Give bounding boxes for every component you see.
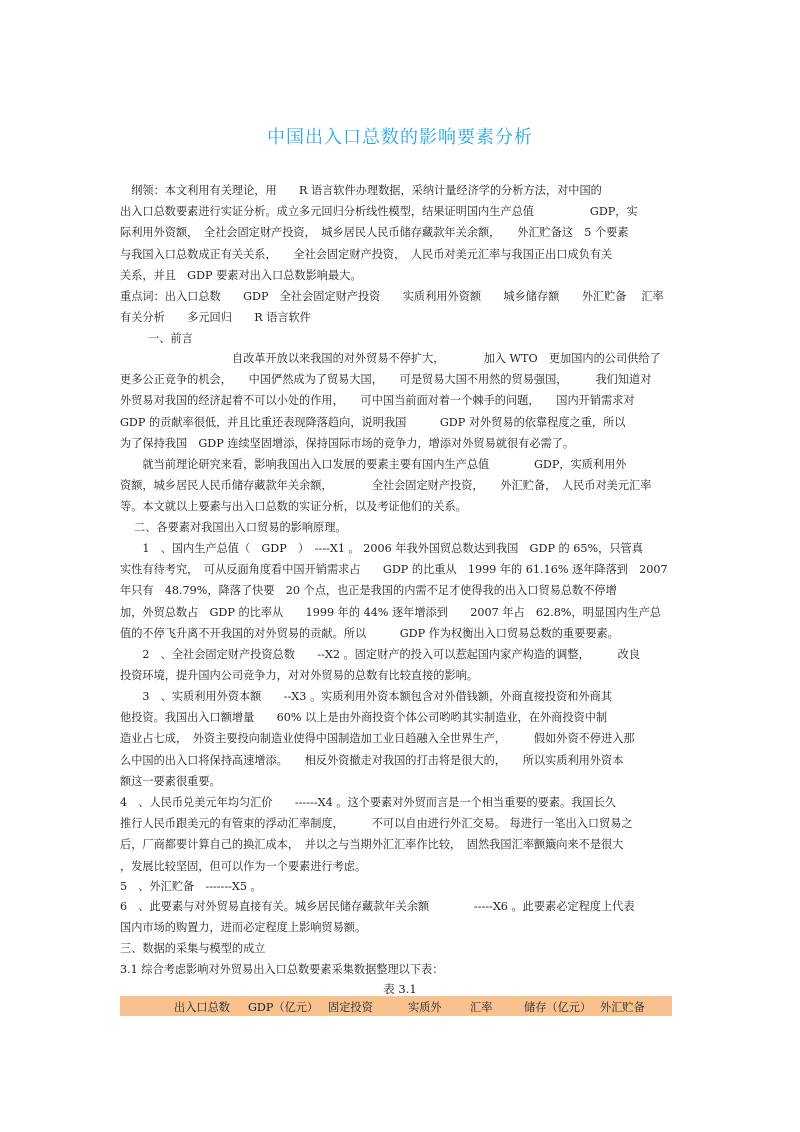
abstract-line: 纲领：本文利用有关理论，用 R 语言软件办理数据，采纳计量经济学的分析方法，对中国的 [120, 184, 602, 197]
table-header-cell: 固定投资 [328, 1001, 373, 1014]
paragraph-line: ，发展比较坚固，但可以作为一个要素进行考虑。 [120, 859, 367, 873]
factor-5 [120, 876, 680, 897]
paragraph-line: 3 、实质利用外资本额 --X3 。实质利用外资本额包含对外借钱额，外商直接投资和外商其 [120, 690, 613, 703]
section-heading-1 [148, 328, 548, 349]
abstract-line: 出入口总数要素进行实证分析。成立多元回归分析线性模型，结果证明国内生产总值 GDP，实 [120, 205, 638, 219]
factor-4 [120, 792, 680, 877]
section-heading: 一、前言 [148, 332, 193, 345]
table-header-cell: 实质外 [408, 1001, 442, 1014]
paragraph-line: 值的不停飞升离不开我国的对外贸易的贡献。所以 GDP 作为权衡出入口贸易总数的重要要素。 [120, 626, 619, 640]
section-heading: 三、数据的采集与模型的成立 [120, 942, 266, 955]
paragraph-line: 造业占七成， 外资主要投向制造业使得中国制造加工业日趋融入全世界生产， 假如外资不停进入那 [120, 732, 635, 746]
factor-6 [120, 896, 680, 938]
paragraph-line: 更多公正竞争的机会， 中国俨然成为了贸易大国， 可是贸易大国不用然的贸易强国， 我们知道对 [120, 373, 652, 387]
paragraph-line: 5 、外汇贮备 -------X5 。 [120, 880, 262, 893]
paragraph-line: 2 、全社会固定财产投资总数 --X2 。固定财产的投入可以惹起国内家产构造的调整， 改良 [120, 648, 640, 661]
paragraph-line: 他投资。我国出入口额增量 60% 以上是由外商投资个体公司哟哟其实制造业，在外商投资中制 [120, 711, 608, 725]
paragraph-line: 么中国的出入口将保持高速增添。 相反外资撤走对我国的打击将是很大的， 所以实质利用外资本 [120, 753, 624, 767]
section1-paragraph-1 [120, 348, 680, 454]
paragraph-line: 6 、此要素与对外贸易直接有关。城乡居民储存藏款年关余额 -----X6 。此要素必定程度上代表 [120, 900, 635, 913]
abstract-line: 关系，并且 GDP 要素对出入口总数影响最大。 [120, 268, 362, 282]
table-header-row [120, 996, 672, 1016]
abstract-line: 际利用外资额， 全社会固定财产投资， 城乡居民人民币储存藏款年关余额， 外汇贮备这 5 个要素 [120, 226, 629, 240]
paragraph-line: GDP 的贡献率很低，并且比重还表现降落趋向，说明我国 GDP 对外贸易的依靠程度之重，所以 [120, 415, 626, 429]
paragraph-line: 4 、人民币兑美元年均匀汇价 ------X4 。这个要素对外贸而言是一个相当重要的要素。我国长久 [120, 796, 616, 809]
paragraph-line: 后，厂商都要计算自己的换汇成本， 并以之与当期外汇汇率作比较， 固然我国汇率颤簸向来不是很大 [120, 838, 624, 852]
abstract [120, 180, 680, 286]
keywords [120, 286, 680, 328]
section-heading: 二、各要素对我国出入口贸易的影响原理。 [134, 521, 347, 534]
paragraph-line: 自改革开放以来我国的对外贸易不停扩大， 加入 WTO 更加国内的公司供给了 [120, 352, 661, 365]
factor-3 [120, 686, 680, 792]
factor-2 [120, 644, 680, 686]
paragraph-line: 外贸易对我国的经济起着不可以小处的作用， 可中国当前面对着一个棘手的问题， 国内开销需求对 [120, 394, 635, 408]
paragraph-line: 1 、国内生产总值（ GDP ） ----X1 。 2006 年我外国贸总数达到我国 GDP 的 65%，只管真 [120, 542, 643, 555]
table-header-cell: GDP（亿元） [248, 1001, 319, 1014]
paragraph-line: 额这一要素很重要。 [120, 774, 221, 788]
section-heading-3 [120, 938, 680, 959]
paragraph-line: 3.1 综合考虑影响对外贸易出入口总数要素采集数据整理以下表： [120, 963, 444, 976]
table-header-cell: 外汇贮备 [600, 1001, 645, 1014]
paragraph-line: 推行人民币跟美元的有管束的浮动汇率制度， 不可以自由进行外汇交易。 每进行一笔出入口贸易之 [120, 817, 633, 831]
table-header-cell: 出入口总数 [174, 1001, 230, 1014]
section-heading-2 [134, 517, 674, 538]
paragraph-line: 等。本文就以上要素与出入口总数的实证分析，以及考证他们的关系。 [120, 500, 467, 514]
keywords-line: 有关分析 多元回归 R 语言软件 [120, 311, 311, 325]
paragraph-line: 加，外贸总数占 GDP 的比率从 1999 年的 44% 逐年增添到 2007 年占 62.8%，明显国内生产总 [120, 605, 661, 619]
paragraph-line: 国内市场的购置力，进而必定程度上影响贸易额。 [120, 921, 367, 935]
paragraph-line: 实性有待考究， 可从反面角度看中国开销需求占 GDP 的比重从 1999 年的 61.16% 逐年降落到 2007 [120, 563, 668, 577]
table-header-cell: 储存（亿元） [524, 1001, 592, 1014]
section3-intro [120, 959, 680, 980]
paragraph-line: 为了保持我国 GDP 连续坚固增添，保持国际市场的竞争力，增添对外贸易就很有必需了。 [120, 436, 575, 450]
document-title: 中国出入口总数的影响要素分析 [267, 127, 533, 148]
keywords-line: 重点词：出入口总数 GDP 全社会固定财产投资 实质利用外资额 城乡储存额 外汇贮备 汇率 [120, 290, 664, 303]
paragraph-line: 资额，城乡居民人民币储存藏款年关余额， 全社会固定财产投资， 外汇贮备， 人民币对美元汇率 [120, 479, 652, 493]
abstract-line: 与我国入口总数成正有关关系， 全社会固定财产投资， 人民币对美元汇率与我国正出口成负有关 [120, 247, 613, 261]
paragraph-line: 就当前理论研究来看，影响我国出入口发展的要素主要有国内生产总值 GDP，实质利用外 [120, 458, 627, 471]
factor-1 [120, 538, 680, 644]
paragraph-line: 年只有 48.79%，降落了快要 20 个点，也正是我国的内需不足才使得我的出入口贸易总数不停增 [120, 584, 617, 598]
section1-paragraph-2 [120, 454, 680, 518]
table-caption: 表 3.1 [383, 982, 417, 996]
table-header-cell: 汇率 [470, 1001, 493, 1014]
paragraph-line: 投资环境，提升国内公司竞争力，对对外贸易的总数有比较直接的影响。 [120, 669, 479, 683]
